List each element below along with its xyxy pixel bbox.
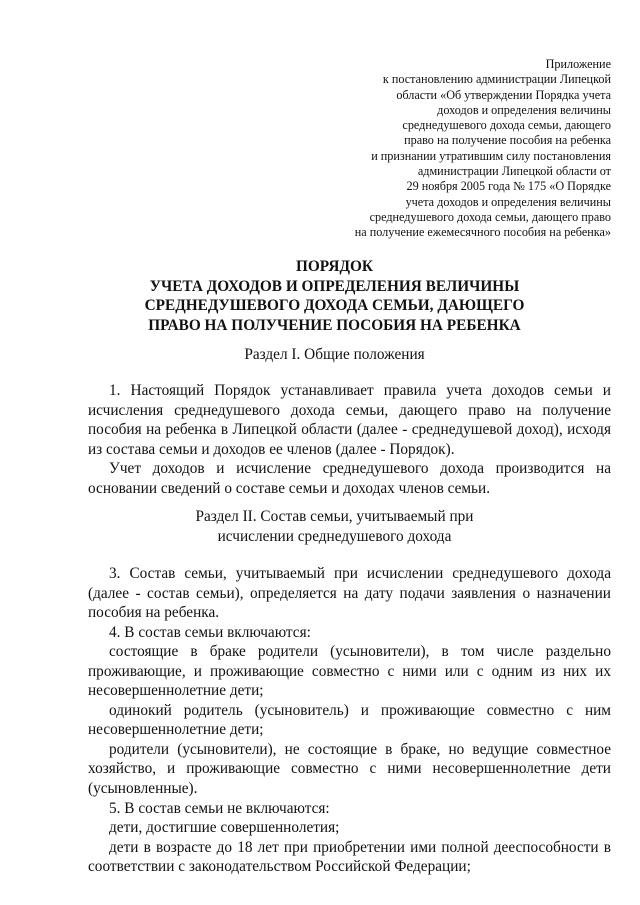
appendix-line: среднедушевого дохода семьи, дающего право (369, 209, 611, 224)
appendix-line: доходов и определения величины (437, 102, 611, 117)
paragraph-5-item-adult-children: дети, достигшие совершеннолетия; (109, 819, 340, 837)
appendix-note (311, 57, 611, 241)
paragraph-1-continued: Учет доходов и исчисление среднедушевого дохода производится на основании сведений о составе семьи и доходах членов семьи. (88, 460, 611, 497)
appendix-line: Приложение (545, 57, 611, 71)
section-2-heading (88, 507, 581, 546)
title-line: ПОРЯДОК (296, 258, 373, 275)
appendix-line: среднедушевого дохода семьи, дающего (402, 118, 611, 133)
section-1-body (88, 381, 611, 498)
appendix-line: администрации Липецкой области от (417, 164, 611, 179)
title-line: УЧЕТА ДОХОДОВ И ОПРЕДЕЛЕНИЯ ВЕЛИЧИНЫ (149, 277, 520, 295)
paragraph-4-item-unmarried-parents: родители (усыновители), не состоящие в браке, но ведущие совместное хозяйство, и проживающие совместно с ними несовершеннолетние дети (усыновленные). (88, 740, 611, 798)
section-1-heading (88, 345, 581, 365)
document-title (88, 257, 581, 336)
section-heading-line: Раздел I. Общие положения (244, 346, 425, 363)
appendix-line: к постановлению администрации Липецкой (382, 72, 611, 87)
appendix-line: право на получение пособия на ребенка (404, 133, 611, 148)
section-2-body (88, 564, 611, 877)
appendix-line: и признании утратившим силу постановления (371, 148, 611, 163)
paragraph-4-item-single-parent: одинокий родитель (усыновитель) и проживающие совместно с ним несовершеннолетние дети; (88, 701, 611, 739)
paragraph-5: 5. В состав семьи не включаются: (109, 799, 330, 817)
paragraph-4-item-married-parents: состоящие в браке родители (усыновители), в том числе раздельно проживающие, и проживающие совместно с ними или с одним из них их несовершеннолетние дети; (88, 643, 611, 700)
title-line: ПРАВО НА ПОЛУЧЕНИЕ ПОСОБИЯ НА РЕБЕНКА (148, 317, 521, 335)
paragraph-5-item-emancipated-children: дети в возрасте до 18 лет при приобретении ими полной дееспособности в соответствии с законодательством Российской Федерации; (88, 838, 611, 876)
title-line: СРЕДНЕДУШЕВОГО ДОХОДА СЕМЬИ, ДАЮЩЕГО (144, 297, 525, 315)
paragraph-4: 4. В состав семьи включаются: (109, 623, 311, 641)
section-heading-line: Раздел II. Состав семьи, учитываемый при (195, 508, 474, 525)
appendix-line: на получение ежемесячного пособия на ребенка» (354, 225, 611, 240)
appendix-line: области «Об утверждении Порядка учета (396, 87, 611, 102)
appendix-line: 29 ноября 2005 года № 175 «О Порядке (406, 179, 611, 194)
appendix-line: учета доходов и определения величины (405, 194, 611, 209)
paragraph-3: 3. Состав семьи, учитываемый при исчислении среднедушевого дохода (далее - состав семьи), определяется на дату подачи заявления о назначении пособия на ребенка. (88, 565, 611, 622)
section-heading-line: исчислении среднедушевого дохода (217, 527, 452, 545)
paragraph-1: 1. Настоящий Порядок устанавливает правила учета доходов семьи и исчисления среднедушевого дохода семьи, дающего право на получение пособия на ребенка в Липецкой области (далее - среднедушевой доход), исходя из состава семьи и доходов ее членов (далее - Порядок). (88, 382, 611, 458)
